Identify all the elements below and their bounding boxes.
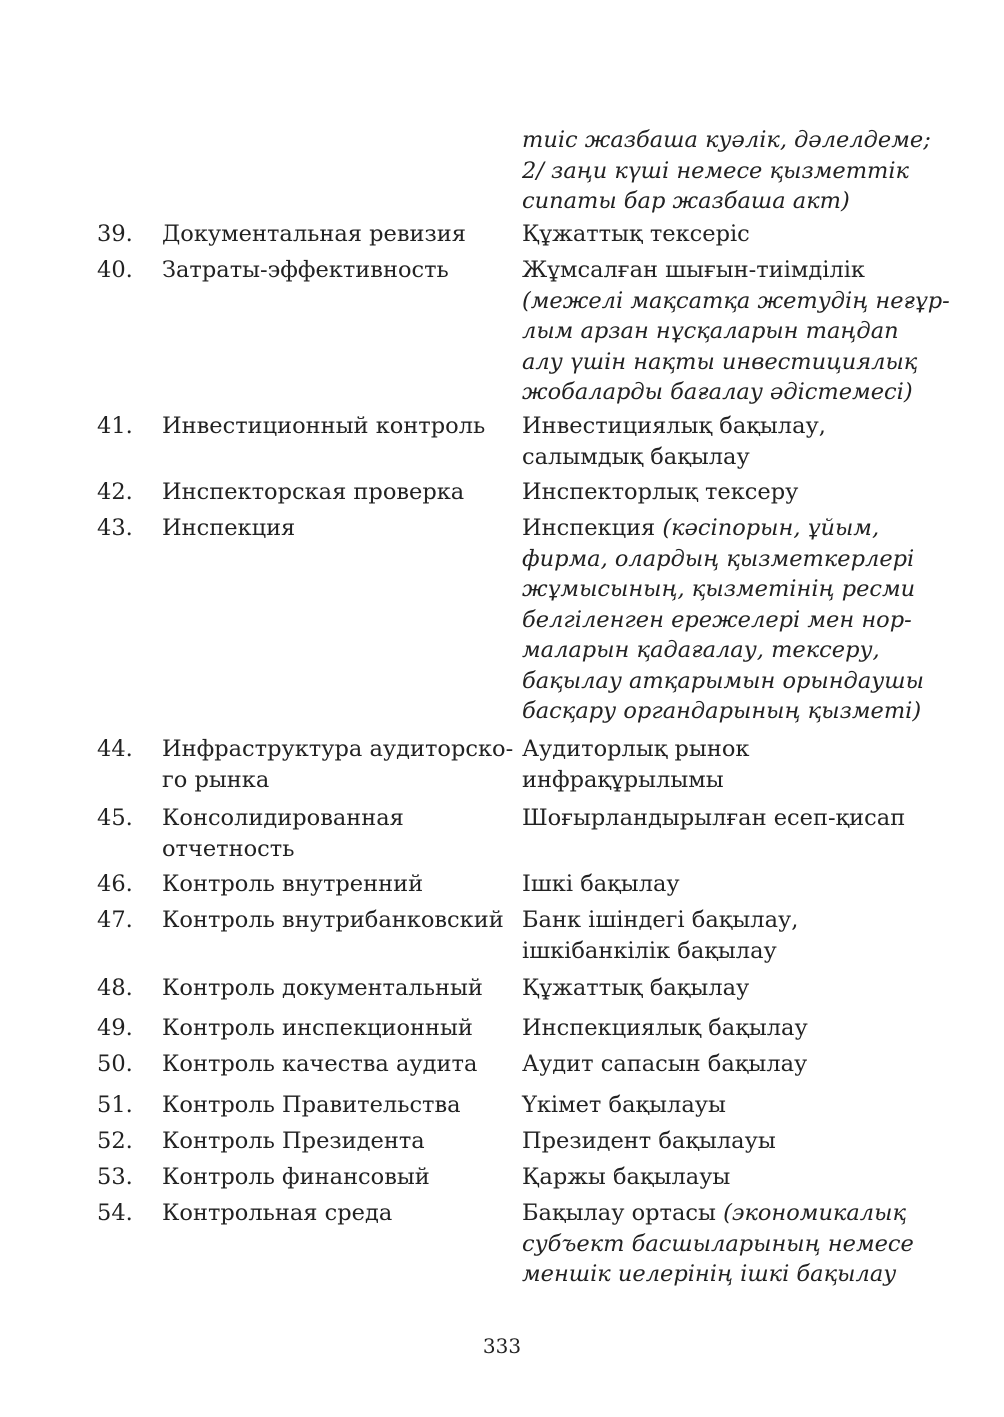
text-line: Контроль внутренний [162, 871, 424, 897]
text-segment: Құжаттық тексеріс [522, 221, 750, 247]
text-line [522, 513, 932, 544]
kazakh-term [522, 1162, 932, 1193]
text-segment: жобаларды бағалау әдістемесі) [522, 379, 913, 405]
russian-term [162, 513, 507, 544]
russian-term [162, 905, 507, 936]
kazakh-term-continuation [522, 125, 932, 217]
text-line [522, 696, 932, 727]
text-line: Затраты-эффективность [162, 257, 449, 283]
russian-term [162, 1090, 507, 1121]
entry-number: 53. [97, 1164, 133, 1190]
text-line [522, 803, 932, 834]
text-line [522, 666, 932, 697]
text-segment: Аудиторлық рынок [522, 736, 750, 762]
text-line [522, 1198, 932, 1229]
text-segment: Аудит сапасын бақылау [522, 1051, 808, 1077]
russian-term [162, 1126, 507, 1157]
text-segment: Жұмсалған шығын-тиімділік [522, 257, 865, 283]
text-segment: Үкімет бақылауы [522, 1092, 726, 1118]
text-line [522, 1229, 932, 1260]
text-line [522, 286, 950, 317]
page-number: 333 [482, 1334, 522, 1358]
russian-term [162, 1013, 507, 1044]
entry-number: 49. [97, 1015, 133, 1041]
kazakh-term [522, 1126, 932, 1157]
text-line [522, 347, 932, 378]
text-segment: лым арзан нұсқаларын таңдап [522, 318, 899, 344]
kazakh-term [522, 513, 932, 727]
kazakh-term [522, 1049, 932, 1080]
entry-number: 40. [97, 257, 133, 283]
kazakh-term [522, 905, 932, 966]
russian-term [162, 1162, 507, 1193]
entry-number: 48. [97, 975, 133, 1001]
kazakh-term [522, 255, 950, 408]
text-segment: Банк ішіндегі бақылау, [522, 907, 799, 933]
text-line: Инфраструктура аудиторско- [162, 736, 514, 762]
text-line [522, 936, 932, 967]
text-line: Контроль качества аудита [162, 1051, 478, 1077]
text-line [522, 973, 932, 1004]
text-line [522, 1162, 932, 1193]
russian-term [162, 973, 507, 1004]
text-line [522, 635, 932, 666]
entry-number: 52. [97, 1128, 133, 1154]
russian-term [162, 411, 507, 442]
text-segment: маларын қадағалау, тексеру, [522, 637, 880, 663]
text-line [522, 1126, 932, 1157]
russian-term [162, 477, 507, 508]
text-line: отчетность [162, 835, 295, 862]
kazakh-term [522, 734, 932, 795]
entry-number: 54. [97, 1200, 133, 1226]
text-segment: жұмысының, қызметінің ресми [522, 576, 916, 602]
text-segment: Қаржы бақылауы [522, 1164, 731, 1190]
text-line: Контроль внутрибанковский [162, 907, 504, 933]
text-segment: Инспекторлық тексеру [522, 479, 799, 505]
text-segment: алу үшін нақты инвестициялық [522, 348, 918, 375]
text-segment: Шоғырландырылған есеп-қисап [522, 805, 906, 831]
kazakh-term [522, 411, 932, 472]
text-segment: меншік иелерінің ішкі бақылау [522, 1261, 897, 1287]
text-segment: Президент бақылауы [522, 1128, 776, 1154]
text-line: Контрольная среда [162, 1200, 393, 1226]
entry-number: 43. [97, 515, 133, 541]
text-line [522, 574, 932, 605]
text-line: Инспекторская проверка [162, 479, 465, 505]
kazakh-term [522, 477, 932, 508]
text-line [522, 316, 932, 347]
kazakh-term [522, 1198, 932, 1290]
text-line [522, 442, 932, 473]
text-segment: басқару органдарының қызметі) [522, 698, 922, 724]
text-line [522, 219, 932, 250]
entry-number: 51. [97, 1092, 133, 1118]
text-line: Контроль Правительства [162, 1092, 461, 1118]
kazakh-term [522, 803, 932, 834]
text-segment: Құжаттық бақылау [522, 975, 750, 1001]
text-segment: салымдық бақылау [522, 443, 750, 470]
entry-number: 39. [97, 221, 133, 247]
text-line [522, 905, 932, 936]
text-segment: субъект басшыларының немесе [522, 1230, 914, 1257]
text-line: 2/ заңи күші немесе қызметтік [522, 157, 909, 184]
text-line: Документальная ревизия [162, 221, 466, 247]
text-line: сипаты бар жазбаша акт) [522, 188, 850, 214]
entry-number: 44. [97, 736, 133, 762]
russian-term [162, 869, 507, 900]
text-line [522, 255, 932, 286]
russian-term [162, 803, 507, 864]
text-line: Консолидированная [162, 805, 404, 831]
entry-number: 47. [97, 907, 133, 933]
text-segment: Инспекция [522, 515, 663, 541]
kazakh-term [522, 1013, 932, 1044]
entry-number: 45. [97, 805, 133, 831]
text-segment: Инспекциялық бақылау [522, 1015, 808, 1041]
entry-number: 41. [97, 413, 133, 439]
text-line [522, 1090, 932, 1121]
text-line: Инвестиционный контроль [162, 413, 486, 439]
text-segment-italic: (кәсіпорын, ұйым, [662, 515, 880, 541]
text-line: Инспекция [162, 515, 296, 541]
kazakh-term [522, 869, 932, 900]
text-line [522, 1259, 932, 1290]
text-segment: ішкібанкілік бақылау [522, 937, 777, 964]
text-segment: Ішкі бақылау [522, 871, 680, 897]
text-segment: инфрақұрылымы [522, 766, 724, 793]
text-line: тиіс жазбаша куәлік, дәлелдеме; [522, 127, 931, 153]
text-line: Контроль инспекционный [162, 1015, 473, 1041]
kazakh-term [522, 219, 932, 250]
text-line [522, 411, 932, 442]
text-segment: бақылау атқарымын орындаушы [522, 667, 924, 694]
text-segment: Бақылау ортасы [522, 1200, 724, 1226]
entry-number: 50. [97, 1051, 133, 1077]
text-segment-italic: (экономикалық [723, 1200, 907, 1226]
russian-term [162, 1198, 507, 1229]
text-line: го рынка [162, 766, 270, 793]
kazakh-term [522, 1090, 932, 1121]
russian-term [162, 219, 507, 250]
text-line: Контроль Президента [162, 1128, 425, 1154]
text-line: Контроль финансовый [162, 1164, 430, 1190]
kazakh-term [522, 973, 932, 1004]
russian-term [162, 1049, 507, 1080]
text-line [522, 765, 932, 796]
text-line [522, 544, 932, 575]
text-segment: белгіленген ережелері мен нор- [522, 606, 912, 633]
text-line [522, 377, 932, 408]
text-line [522, 1013, 932, 1044]
text-line [522, 734, 932, 765]
text-line [522, 605, 932, 636]
text-segment: (межелі мақсатқа жетудің неғұр- [522, 287, 950, 314]
text-line [522, 477, 932, 508]
text-line [522, 1049, 932, 1080]
entry-number: 46. [97, 871, 133, 897]
entry-number: 42. [97, 479, 133, 505]
text-line: Контроль документальный [162, 975, 483, 1001]
russian-term [162, 734, 514, 795]
text-line [522, 869, 932, 900]
text-segment: фирма, олардың қызметкерлері [522, 545, 915, 572]
russian-term [162, 255, 507, 286]
text-segment: Инвестициялық бақылау, [522, 413, 826, 439]
